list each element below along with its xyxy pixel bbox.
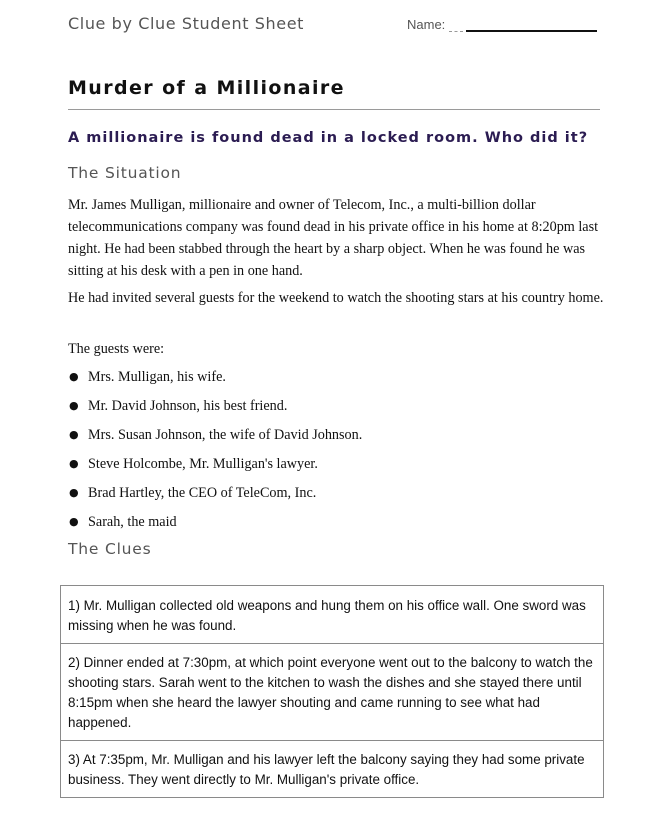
guests-intro: The guests were:	[68, 341, 165, 357]
name-blank-dashes	[449, 31, 463, 32]
list-item	[68, 482, 598, 511]
guest-name: Steve Holcombe, Mr. Mulligan's lawyer.	[88, 456, 318, 472]
guest-name: Mr. David Johnson, his best friend.	[88, 398, 288, 414]
list-item	[68, 424, 598, 453]
page-title: Murder of a Millionaire	[68, 77, 345, 99]
situation-heading: The Situation	[68, 164, 182, 182]
bullet-icon: ●	[69, 399, 79, 412]
name-blank-line	[466, 30, 597, 32]
guest-name: Mrs. Susan Johnson, the wife of David Johnson.	[88, 427, 363, 443]
guest-name: Sarah, the maid	[88, 514, 177, 530]
title-divider	[68, 109, 600, 110]
clue-row-3: 3) At 7:35pm, Mr. Mulligan and his lawyer left the balcony saying they had some private business. They went directly to Mr. Mulligan's private office.	[61, 740, 603, 797]
clues-table	[60, 585, 604, 798]
bullet-icon: ●	[69, 428, 79, 441]
name-label: Name:	[407, 17, 446, 32]
sheet-title: Clue by Clue Student Sheet	[68, 14, 305, 33]
clues-heading: The Clues	[68, 540, 152, 558]
situation-paragraph-2: He had invited several guests for the weekend to watch the shooting stars at his country home.	[68, 290, 604, 306]
mystery-question: A millionaire is found dead in a locked room. Who did it?	[68, 130, 589, 146]
clue-row-1: 1) Mr. Mulligan collected old weapons and hung them on his office wall. One sword was missing when he was found.	[68, 598, 586, 633]
list-item	[68, 395, 598, 424]
situation-paragraph-1: Mr. James Mulligan, millionaire and owner of Telecom, Inc., a multi-billion dollar telecommunications company was found dead in his private office in his home at 8:20pm last night. He had been stabbed through the heart by a sharp object. When he was found he was sitting at his desk with a pen in one hand.	[68, 197, 599, 279]
bullet-icon: ●	[69, 457, 79, 470]
clue-row-2: 2) Dinner ended at 7:30pm, at which point everyone went out to the balcony to watch the shooting stars. Sarah went to the kitchen to wash the dishes and she stayed there until 8:15pm when she heard the lawyer shouting and came running to see what had happened.	[61, 643, 603, 740]
guest-name: Brad Hartley, the CEO of TeleCom, Inc.	[88, 485, 317, 501]
bullet-icon: ●	[69, 486, 79, 499]
list-item	[68, 511, 598, 540]
guest-name: Mrs. Mulligan, his wife.	[88, 369, 226, 385]
list-item	[68, 453, 598, 482]
list-item	[68, 366, 598, 395]
bullet-icon: ●	[69, 515, 79, 528]
guest-list	[68, 366, 598, 540]
bullet-icon: ●	[69, 370, 79, 383]
